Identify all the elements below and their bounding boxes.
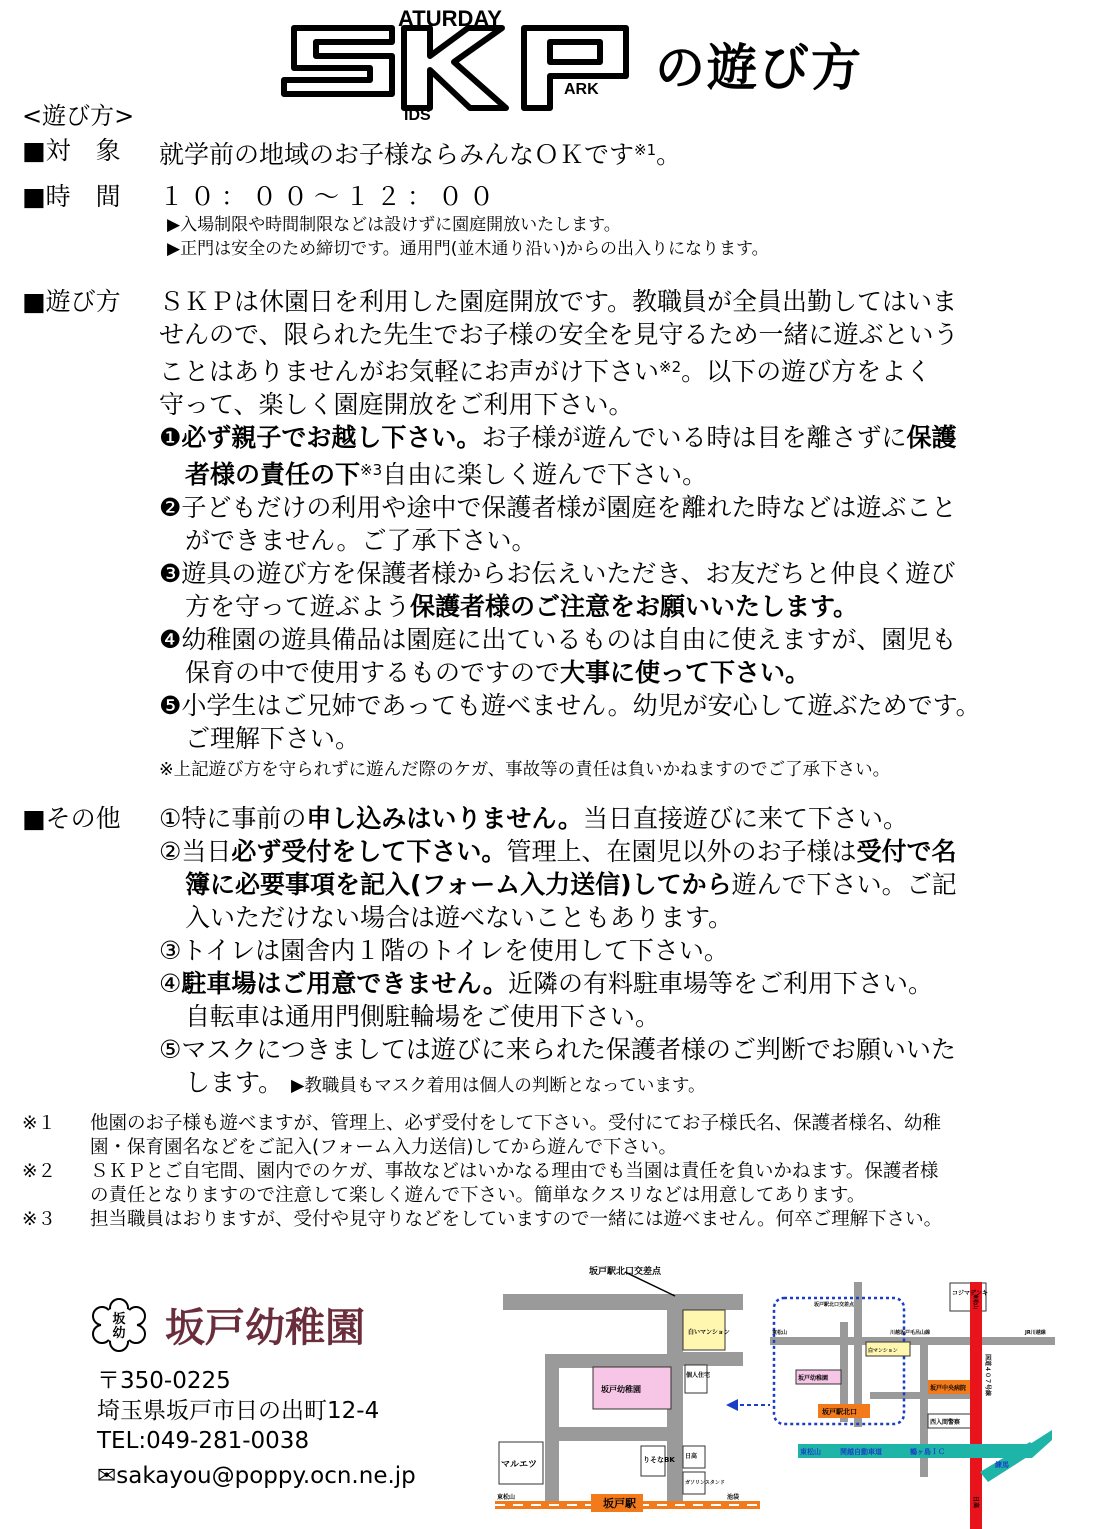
map-label-house: 個人住宅	[686, 1372, 711, 1379]
rule-5-line2: ご理解下さい。	[185, 724, 361, 753]
rule-4-mark: ❹	[159, 625, 182, 654]
other-item-2-bold: 必ず受付をして下さい。	[231, 837, 507, 866]
footnote-2-l1: ＳＫＰとご自宅間、園内でのケガ、事故などはいかなる理由でも当園は責任を負いかねます。保護者様	[90, 1161, 939, 1182]
other-item-4-l2: 自転車は通用門側駐輪場をご使用下さい。	[185, 1002, 661, 1031]
howto-intro-1: ＳＫＰは休園日を利用した園庭開放です。教職員が全員出勤してはいま	[159, 287, 958, 316]
map-label-right-end: 池袋	[727, 1494, 740, 1501]
map-label-kawagoe-line: 川越坂戸毛呂山線	[890, 1330, 931, 1336]
map-label-higashimatsuyama: 東松山	[972, 1294, 978, 1310]
map-label-bank: りそなBK	[643, 1456, 675, 1464]
map-label-gas-station: ガソリンスタンド	[685, 1480, 725, 1486]
page-title: の遊び方	[655, 39, 863, 97]
other-item-5-l2: します。	[185, 1068, 284, 1097]
rule-2-line2: ができません。ご了承下さい。	[185, 526, 537, 555]
rule-5-line1: 小学生はご兄姉であっても遊べません。幼児が安心して遊ぶためです。	[181, 691, 981, 720]
other-item-2-mid: 管理上、在園児以外のお子様は	[506, 837, 857, 866]
rule-2	[159, 491, 1099, 524]
map-label-jr: JR川越線	[1025, 1330, 1046, 1336]
other-item-2-l2-post: 遊んで下さい。ご記	[731, 870, 957, 899]
logo-word-aturday: ATURDAY	[398, 6, 502, 31]
logo-letter-k	[404, 28, 506, 108]
map-label-nerima: 練馬	[995, 1461, 1009, 1469]
time-label: ■時 間	[22, 182, 121, 211]
map-label-white-mansion: 白マンション	[868, 1348, 898, 1354]
map-label-intersection: 坂戸駅北口交差点	[589, 1267, 662, 1277]
map-label-mansion: 白いマンション	[688, 1329, 730, 1336]
map-detail	[495, 1262, 760, 1524]
map-label-station: 坂戸駅	[603, 1497, 636, 1510]
rule-4-line1: 幼稚園の遊具備品は園庭に出ているものは自由に使えますが、園児も	[181, 625, 957, 654]
footnote-3-l1: 担当職員はおりますが、受付や見守りなどをしていますので一緒には遊べません。何卒ご理解下さい。	[90, 1209, 943, 1230]
envelope-icon: ✉	[97, 1463, 117, 1489]
time-note-2: ▶正門は安全のため締切です。通用門(並木通り沿い)からの出入りになります。	[167, 239, 769, 259]
other-item-4-pre: ④	[159, 969, 182, 998]
howto-intro-2: せんので、限られた先生でお子様の安全を見守るため一緒に遊ぶという	[159, 320, 959, 349]
other-label: ■その他	[22, 804, 121, 833]
rule-4-line2-bold: 大事に使って下さい。	[560, 658, 811, 687]
logo-word-ids: IDS	[404, 107, 431, 124]
time-value: １０：００～１２：００	[159, 182, 501, 211]
postal-code: 〒350-0225	[97, 1368, 231, 1394]
map-label-hidaka: 日高	[972, 1496, 979, 1509]
footnote-2-l2: の責任となりますので注意して楽しく遊んで下さい。簡単なクスリなどは用意してあります。	[90, 1185, 866, 1206]
other-item-2	[159, 835, 1099, 868]
other-item-2-l3: 入いただけない場合は遊べないこともあります。	[185, 903, 734, 932]
rule-3-line1: 遊具の遊び方を保護者様からお伝えいただき、お友だちと仲良く遊び	[181, 559, 956, 588]
rule-1-mark: ❶	[159, 423, 182, 452]
map-label-box-intersection: 坂戸駅北口交差点	[814, 1302, 855, 1308]
map-label-route-407: 国道４０７号線	[984, 1354, 991, 1397]
rule-1-text: お子様が遊んでいる時は目を離さずに	[481, 423, 907, 452]
seal-char-2: 幼	[112, 1326, 126, 1341]
time-note-1: ▶入場制限や時間制限などは設けずに園庭開放いたします。	[167, 215, 621, 235]
rule-5	[159, 689, 1099, 722]
other-item-1-post: 当日直接遊びに来て下さい。	[582, 804, 908, 833]
map-label-hospital: 坂戸中央病院	[930, 1385, 967, 1392]
map-label-police: 西入間警察	[930, 1419, 961, 1426]
school-name: 坂戸幼稚園	[165, 1305, 365, 1351]
footnote-1-l2: 園・保育園名などをご記入(フォーム入力送信)してから遊んで下さい。	[90, 1137, 678, 1158]
map-label-kindergarten: 坂戸幼稚園	[601, 1385, 641, 1394]
other-item-1	[159, 802, 1099, 835]
rule-1	[159, 421, 1099, 454]
rule-3	[159, 557, 1099, 590]
school-seal-logo	[92, 1298, 146, 1352]
logo-letter-s	[284, 28, 392, 94]
howto-intro-4: 守って、楽しく園庭開放をご利用下さい。	[159, 390, 634, 419]
other-item-1-bold: 申し込みはいりません。	[306, 804, 583, 833]
rule-1-line2-bold: 者様の責任の下	[185, 460, 361, 489]
phone: TEL:049-281-0038	[97, 1428, 310, 1454]
map-label-higashimatsuyama-2: 東松山	[772, 1330, 788, 1336]
other-item-5: ⑤マスクにつきましては遊びに来られた保護者様のご判断でお願いいた	[159, 1035, 956, 1064]
target-tail: 。	[656, 140, 682, 169]
other-item-4-bold: 駐車場はご用意できません。	[181, 969, 508, 998]
other-item-2-bold2: 受付で名	[856, 837, 957, 866]
map-label-kitaguchi: 坂戸駅北口	[822, 1408, 857, 1416]
rule-4	[159, 623, 1099, 656]
rule-3-mark: ❸	[159, 559, 182, 588]
rule-2-mark: ❷	[159, 493, 182, 522]
howto-intro-3-ref: ※2	[659, 358, 682, 376]
other-item-4	[159, 967, 1099, 1000]
address: 埼玉県坂戸市日の出町12-4	[97, 1398, 380, 1424]
map-label-left-end: 東松山	[497, 1494, 516, 1501]
other-item-2-l2-bold: 簿に必要事項を記入(フォーム入力送信)してから	[185, 870, 732, 899]
map-label-maruetsu: マルエツ	[501, 1460, 538, 1470]
other-item-4-post: 近隣の有料駐車場等をご利用下さい。	[507, 969, 933, 998]
seal-char-1: 坂	[112, 1312, 126, 1327]
target-note-ref: ※1	[634, 141, 657, 159]
other-item-3: ③トイレは園舎内１階のトイレを使用して下さい。	[159, 936, 729, 965]
logo-word-ark: ARK	[564, 81, 599, 98]
howto-disclaimer: ※上記遊び方を守られずに遊んだ際のケガ、事故等の責任は負いかねますのでご了承下さい。	[159, 760, 891, 780]
other-item-5-note: ▶教職員もマスク着用は個人の判断となっています。	[290, 1076, 706, 1096]
map-label-kindergarten-2: 坂戸幼稚園	[798, 1375, 829, 1382]
rule-1-bold2: 保護	[906, 423, 957, 452]
rule-4-line2: 保育の中で使用するものですので	[185, 658, 561, 687]
map-label-expressway-west: 東松山	[800, 1448, 821, 1456]
map-label-ic: 鶴ヶ島ＩＣ	[910, 1448, 945, 1456]
skp-logo	[280, 4, 640, 124]
target-text: 就学前の地域のお子様ならみんなＯＫです	[159, 140, 635, 169]
footnote-3-mark: ※３	[22, 1209, 57, 1230]
email-row	[97, 1461, 416, 1491]
other-item-2-pre: ②当日	[159, 837, 232, 866]
rule-1-line2-ref: ※3	[360, 461, 383, 479]
footnote-2-mark: ※２	[22, 1161, 57, 1182]
map-overview	[770, 1282, 1065, 1529]
footnote-1-mark: ※１	[22, 1113, 57, 1134]
map-link-arrow	[726, 1396, 776, 1414]
footnote-1-l1: 他園のお子様も遊べますが、管理上、必ず受付をして下さい。受付にてお子様氏名、保護者様名、幼稚	[90, 1113, 942, 1134]
map-label-kojima: コジマデンキ	[952, 1290, 988, 1297]
map-label-expressway: 関越自動車道	[840, 1448, 882, 1456]
rule-2-line1: 子どもだけの利用や途中で保護者様が園庭を離れた時などは遊ぶこと	[181, 493, 957, 522]
rule-1-bold: 必ず親子でお越し下さい。	[181, 423, 482, 452]
howto-intro-3-tail: 。以下の遊び方をよく	[681, 357, 932, 386]
map-label-nihon: 日高	[685, 1453, 698, 1460]
email-link[interactable]: sakayou@poppy.ocn.ne.jp	[116, 1463, 416, 1489]
rule-1-line2-text: 自由に楽しく遊んで下さい。	[382, 460, 708, 489]
footnotes	[22, 1112, 1102, 1232]
rule-3-line2-bold: 保護者様のご注意をお願いいたします。	[410, 592, 859, 621]
rule-5-mark: ❺	[159, 691, 182, 720]
howto-intro-3: ことはありませんがお気軽にお声がけ下さい	[159, 357, 660, 386]
rule-3-line2: 方を守って遊ぶよう	[185, 592, 411, 621]
howto-label: ■遊び方	[22, 287, 121, 316]
section-title: <遊び方>	[22, 102, 135, 130]
other-item-1-pre: ①特に事前の	[159, 804, 307, 833]
target-label: ■対 象	[22, 136, 121, 165]
